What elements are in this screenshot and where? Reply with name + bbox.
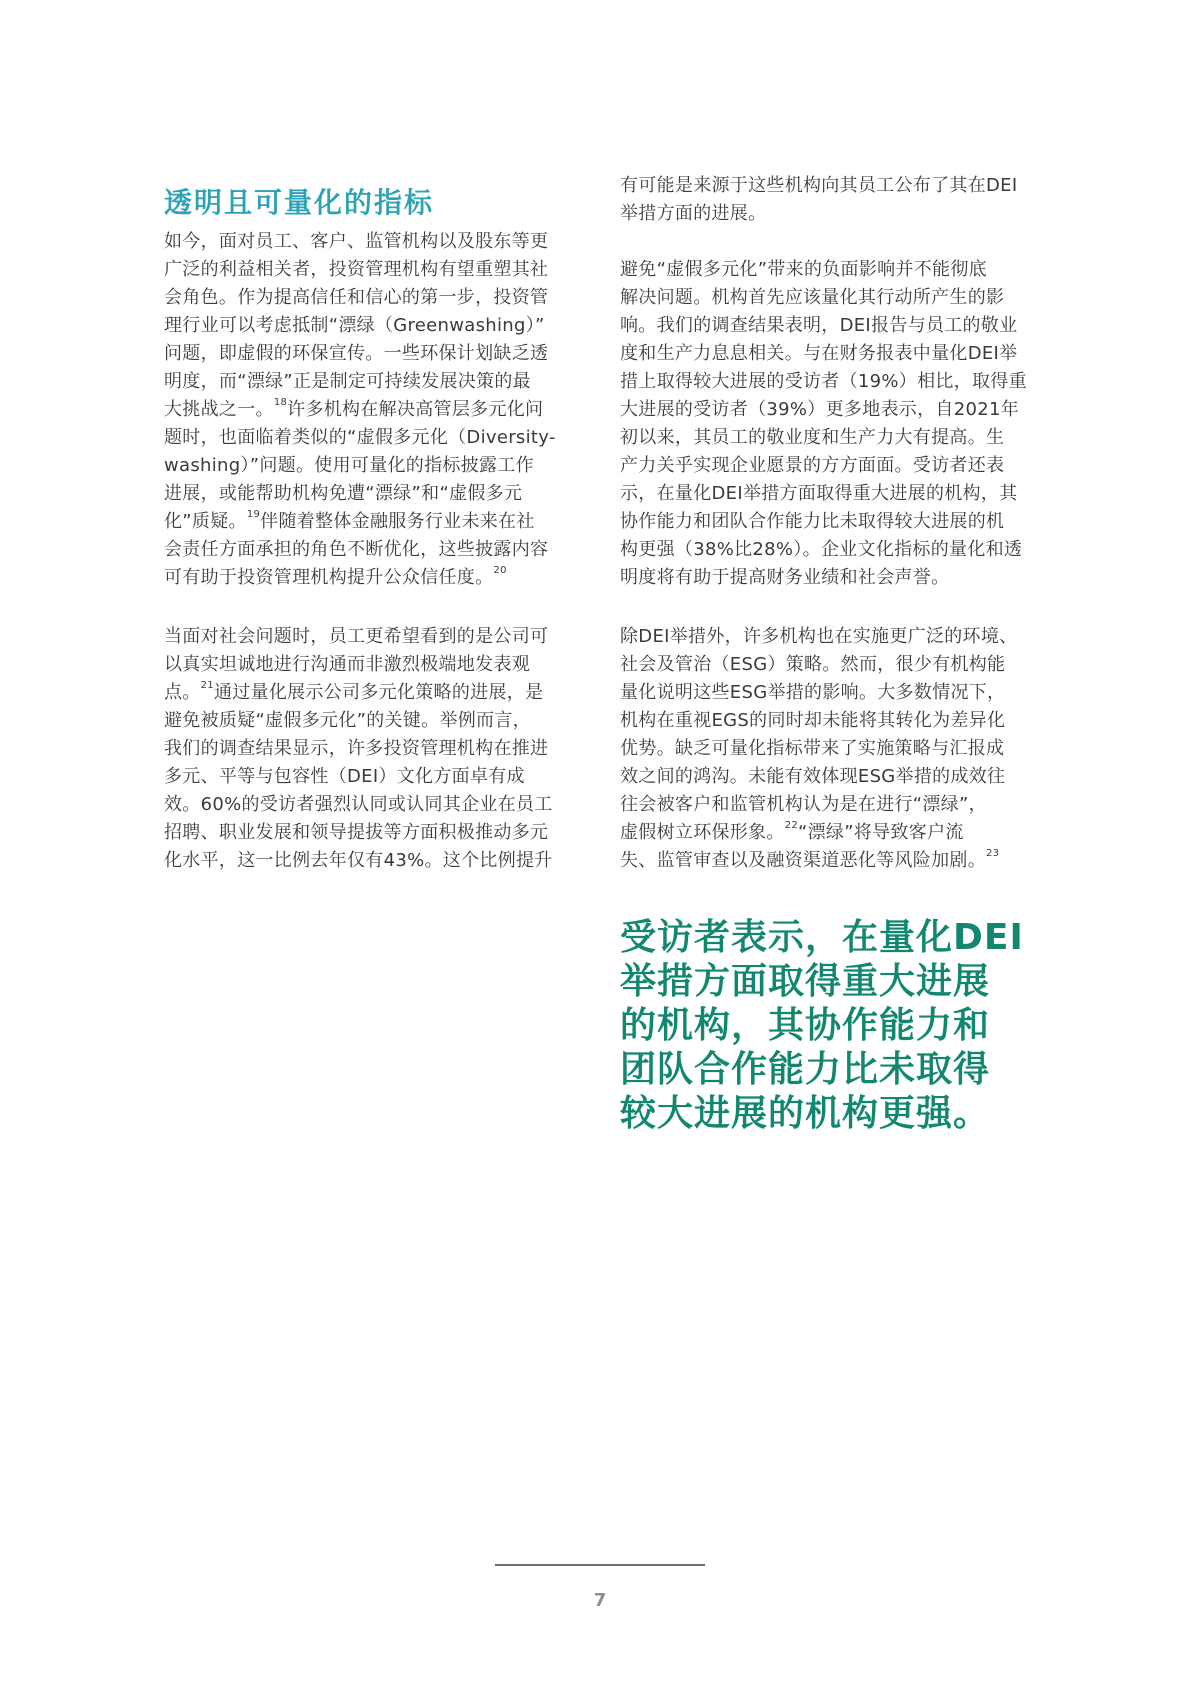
text-line: 有可能是来源于这些机构向其员工公布了其在DEI xyxy=(620,175,1018,196)
footer-divider xyxy=(495,1564,705,1566)
text-line: 会角色。作为提高信任和信心的第一步，投资管 xyxy=(164,287,549,308)
footnote-ref: 21 xyxy=(200,680,214,691)
text-line: 机构在重视EGS的同时却未能将其转化为差异化 xyxy=(620,710,1006,731)
text-line: 产力关乎实现企业愿景的方方面面。受访者还表 xyxy=(620,455,1005,476)
pull-quote xyxy=(620,916,1024,1136)
text-line: 初以来，其员工的敬业度和生产力大有提高。生 xyxy=(620,427,1005,448)
text-line: 理行业可以考虑抵制“漂绿（Greenwashing）” xyxy=(164,315,545,336)
text-line: 题时，也面临着类似的“虚假多元化（Diversity- xyxy=(164,427,556,448)
text-line: 举措方面取得重大进展 xyxy=(620,961,991,1002)
text-line: 效之间的鸿沟。未能有效体现ESG举措的成效往 xyxy=(620,766,1006,787)
right-paragraph-3 xyxy=(620,623,1017,875)
text-line: 化水平，这一比例去年仅有43%。这个比例提升 xyxy=(164,850,553,871)
text-line: 点。$^{21}$通过量化展示公司多元化策略的进展，是 xyxy=(164,680,544,703)
text-line: 社会及管治（ESG）策略。然而，很少有机构能 xyxy=(620,654,1006,675)
text-line: 失、监管审查以及融资渠道恶化等风险加剧。$^{23}$ xyxy=(620,848,1000,871)
text-line: 广泛的利益相关者，投资管理机构有望重塑其社 xyxy=(164,259,549,280)
left-paragraph-2 xyxy=(164,623,553,875)
text-line: 明度将有助于提高财务业绩和社会声誉。 xyxy=(620,567,950,588)
section-heading: 透明且可量化的指标 xyxy=(164,185,435,219)
text-line: 受访者表示，在量化DEI xyxy=(620,917,1024,958)
right-paragraph-2 xyxy=(620,256,1027,592)
text-line: 优势。缺乏可量化指标带来了实施策略与汇报成 xyxy=(620,738,1005,759)
text-line: 化”质疑。$^{19}$伴随着整体金融服务行业未来在社 xyxy=(164,509,535,532)
text-line: 明度，而“漂绿”正是制定可持续发展决策的最 xyxy=(164,371,531,392)
text-line: 虚假树立环保形象。$^{22}$“漂绿”将导致客户流 xyxy=(620,820,964,843)
text-line: 如今，面对员工、客户、监管机构以及股东等更 xyxy=(164,231,549,252)
footnote-ref: 23 xyxy=(986,848,1000,859)
text-line: 示，在量化DEI举措方面取得重大进展的机构，其 xyxy=(620,483,1018,504)
text-line: 效。60%的受访者强烈认同或认同其企业在员工 xyxy=(164,794,553,815)
text-line: 以真实坦诚地进行沟通而非激烈极端地发表观 xyxy=(164,654,530,675)
text-line: 大挑战之一。$^{18}$许多机构在解决高管层多元化问 xyxy=(164,397,544,420)
text-line: 除DEI举措外，许多机构也在实施更广泛的环境、 xyxy=(620,626,1018,647)
text-line: 问题，即虚假的环保宣传。一些环保计划缺乏透 xyxy=(164,343,549,364)
text-line: 响。我们的调查结果表明，DEI报告与员工的敬业 xyxy=(620,315,1018,336)
text-line: 团队合作能力比未取得 xyxy=(620,1049,991,1090)
text-line: 避免被质疑“虚假多元化”的关键。举例而言， xyxy=(164,710,531,731)
left-paragraph-1 xyxy=(164,228,556,592)
text-line: 避免“虚假多元化”带来的负面影响并不能彻底 xyxy=(620,259,987,280)
text-line: 招聘、职业发展和领导提拔等方面积极推动多元 xyxy=(164,822,549,843)
text-line: 可有助于投资管理机构提升公众信任度。$^{20}$ xyxy=(164,565,507,588)
text-line: 量化说明这些ESG举措的影响。大多数情况下， xyxy=(620,682,1006,703)
text-line: 措上取得较大进展的受访者（19%）相比，取得重 xyxy=(620,371,1027,392)
text-line: 解决问题。机构首先应该量化其行动所产生的影 xyxy=(620,287,1005,308)
text-line: 多元、平等与包容性（DEI）文化方面卓有成 xyxy=(164,766,525,787)
text-line: 当面对社会问题时，员工更希望看到的是公司可 xyxy=(164,626,549,647)
text-line: 进展，或能帮助机构免遭“漂绿”和“虚假多元 xyxy=(164,483,523,504)
text-line: 协作能力和团队合作能力比未取得较大进展的机 xyxy=(620,511,1005,532)
footnote-ref: 20 xyxy=(493,565,507,576)
text-line: 度和生产力息息相关。与在财务报表中量化DEI举 xyxy=(620,343,1018,364)
right-paragraph-1 xyxy=(620,172,1017,228)
page-number: 7 xyxy=(593,1590,607,1611)
footnote-ref: 19 xyxy=(246,509,261,520)
text-line: 构更强（38%比28%）。企业文化指标的量化和透 xyxy=(620,539,1023,560)
text-line: 举措方面的进展。 xyxy=(620,203,767,224)
text-line: 较大进展的机构更强。 xyxy=(620,1093,991,1134)
text-line: 往会被客户和监管机构认为是在进行“漂绿”， xyxy=(620,794,987,815)
text-line: washing）”问题。使用可量化的指标披露工作 xyxy=(164,455,534,476)
text-line: 的机构，其协作能力和 xyxy=(620,1005,991,1046)
footnote-ref: 22 xyxy=(784,820,799,831)
text-line: 我们的调查结果显示，许多投资管理机构在推进 xyxy=(164,738,549,759)
text-line: 会责任方面承担的角色不断优化，这些披露内容 xyxy=(164,539,549,560)
text-line: 大进展的受访者（39%）更多地表示，自2021年 xyxy=(620,399,1020,420)
footnote-ref: 18 xyxy=(273,397,288,408)
